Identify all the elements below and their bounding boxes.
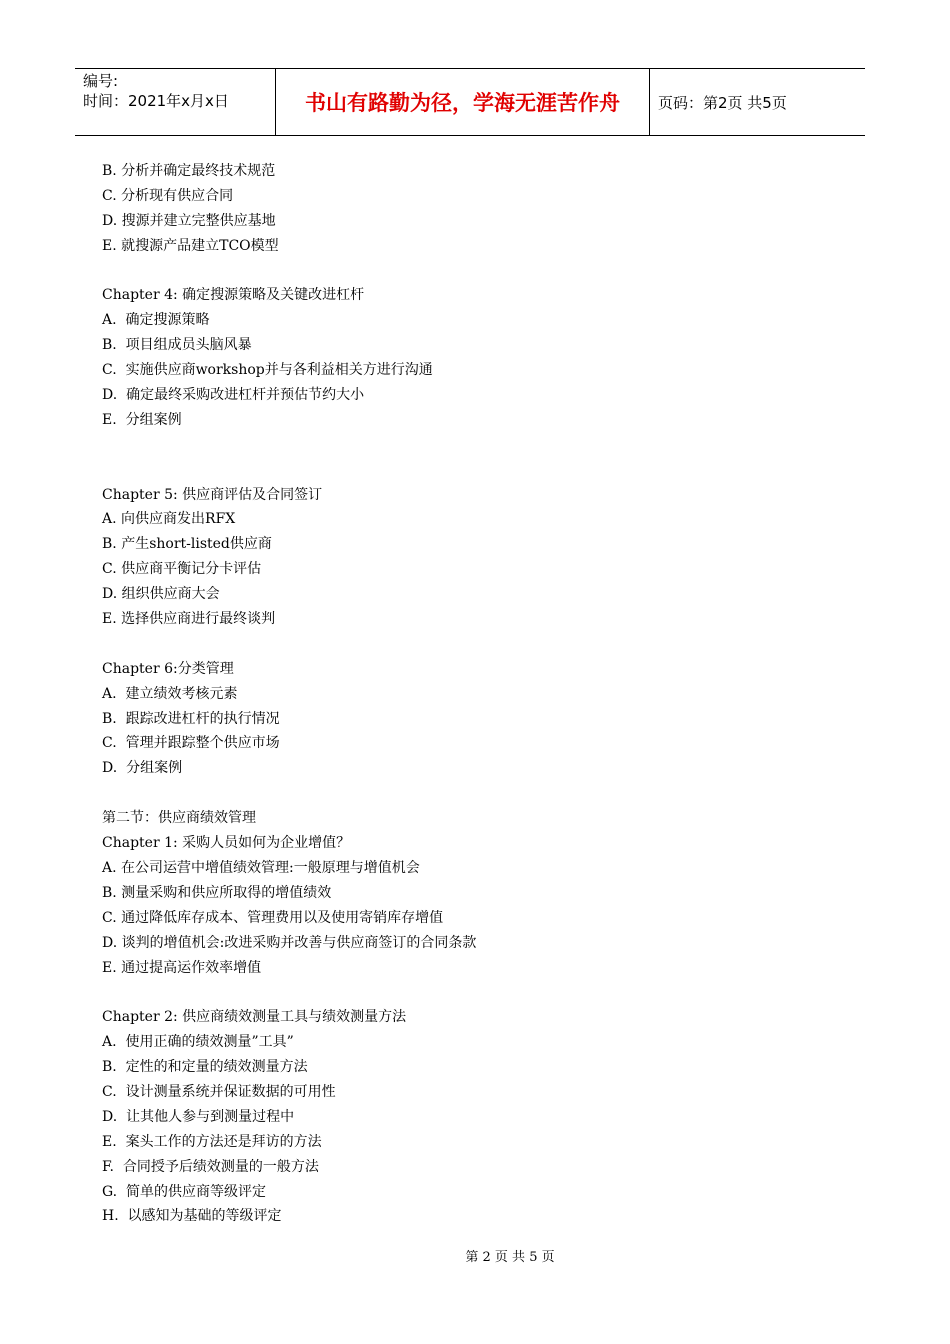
section-heading: Chapter 2: 供应商绩效测量工具与绩效测量方法	[102, 1009, 407, 1026]
section-heading: Chapter 5: 供应商评估及合同签订	[102, 486, 323, 503]
blank-line	[102, 433, 862, 458]
list-item: A. 向供应商发出RFX	[102, 511, 236, 528]
list-item: E. 就搜源产品建立TCO模型	[102, 237, 279, 254]
list-item: B. 跟踪改进杠杆的执行情况	[102, 710, 280, 727]
list-item: C. 管理并跟踪整个供应市场	[102, 735, 280, 752]
blank-line	[102, 632, 862, 657]
list-item: E. 分组案例	[102, 411, 182, 428]
header-meta	[75, 69, 276, 135]
blank-line	[102, 980, 862, 1005]
list-item: A. 确定搜源策略	[102, 312, 210, 329]
list-item: D. 让其他人参与到测量过程中	[102, 1108, 295, 1125]
list-item: C. 设计测量系统并保证数据的可用性	[102, 1083, 336, 1100]
list-item: D. 搜源并建立完整供应基地	[102, 212, 276, 229]
list-item: E. 选择供应商进行最终谈判	[102, 611, 276, 628]
list-item: E. 案头工作的方法还是拜访的方法	[102, 1133, 322, 1150]
page-header	[75, 68, 865, 136]
list-item: B. 定性的和定量的绩效测量方法	[102, 1059, 308, 1076]
list-item: D. 组织供应商大会	[102, 586, 220, 603]
list-item: F. 合同授予后绩效测量的一般方法	[102, 1158, 319, 1175]
blank-line	[102, 259, 862, 284]
list-item: C. 实施供应商workshop并与各利益相关方进行沟通	[102, 362, 433, 379]
document-date: 时间：2021年x月x日	[83, 92, 229, 110]
list-item: A. 建立绩效考核元素	[102, 685, 238, 702]
header-page-number: 页码：第2页 共5页	[658, 93, 787, 112]
list-item: H. 以感知为基础的等级评定	[102, 1208, 282, 1225]
page-footer: 第 2 页 共 5 页	[465, 1250, 555, 1265]
list-item: D. 确定最终采购改进杠杆并预估节约大小	[102, 387, 365, 404]
list-item: A. 在公司运营中增值绩效管理:一般原理与增值机会	[102, 859, 420, 876]
list-item: C. 供应商平衡记分卡评估	[102, 561, 262, 578]
list-item: B. 分析并确定最终技术规范	[102, 163, 276, 179]
list-item: B. 项目组成员头脑风暴	[102, 337, 252, 354]
section-heading: 第二节：供应商绩效管理	[102, 810, 256, 827]
header-motto: 书山有路勤为径，学海无涯苦作舟	[276, 69, 650, 135]
section-heading: Chapter 1: 采购人员如何为企业增值？	[102, 835, 351, 852]
list-item: B. 测量采购和供应所取得的增值绩效	[102, 884, 332, 901]
section-heading: Chapter 6:分类管理	[102, 660, 234, 677]
blank-line	[102, 458, 862, 483]
list-item: D. 分组案例	[102, 760, 183, 777]
list-item: G. 简单的供应商等级评定	[102, 1183, 267, 1200]
list-item: C. 通过降低库存成本、管理费用以及使用寄销库存增值	[102, 909, 444, 926]
blank-line	[102, 781, 862, 806]
section-heading: Chapter 4: 确定搜源策略及关键改进杠杆	[102, 287, 365, 304]
list-item: B. 产生short-listed供应商	[102, 536, 272, 553]
list-item: A. 使用正确的绩效测量”工具”	[102, 1034, 294, 1051]
document-body	[102, 159, 862, 1229]
document-number-label: 编号:	[83, 72, 119, 90]
list-item: D. 谈判的增值机会:改进采购并改善与供应商签订的合同条款	[102, 934, 477, 951]
list-item: E. 通过提高运作效率增值	[102, 959, 262, 976]
list-item: C. 分析现有供应合同	[102, 187, 234, 204]
